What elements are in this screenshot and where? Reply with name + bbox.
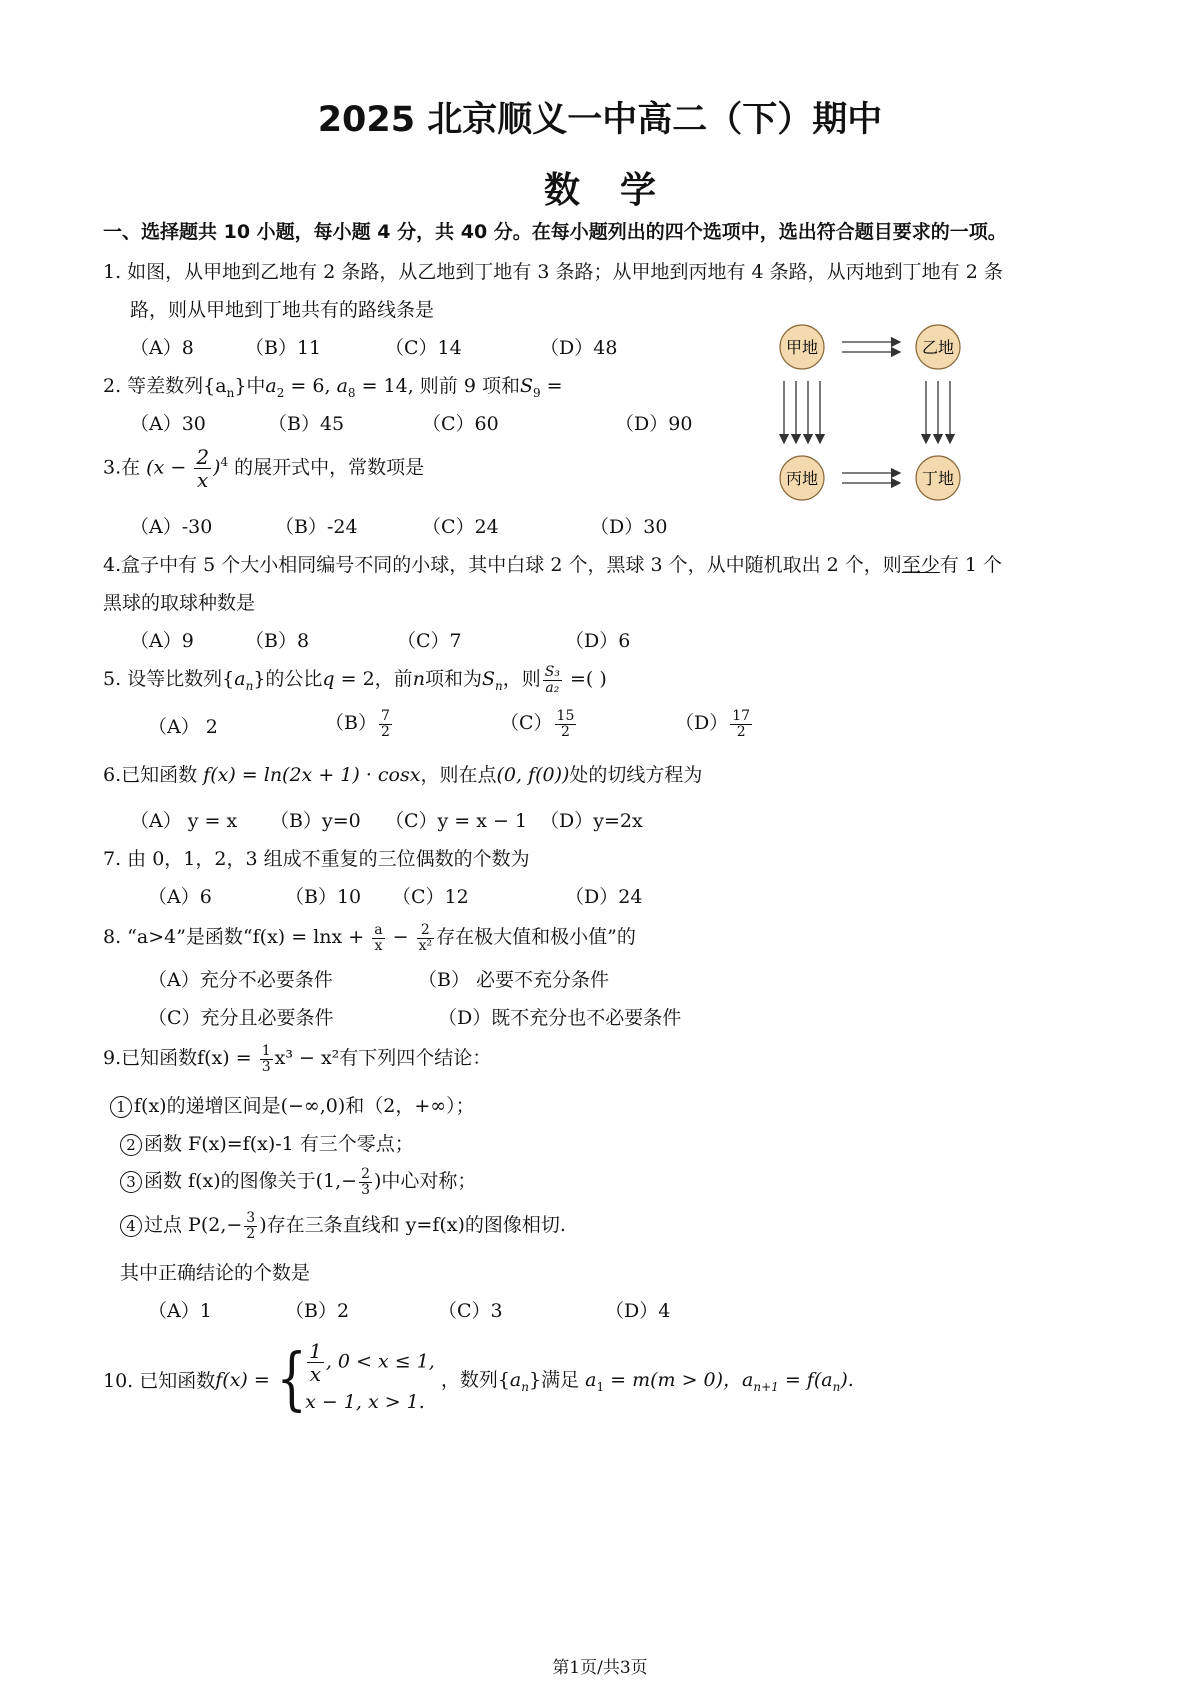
q9-option-d: （D）4 xyxy=(605,1300,671,1322)
q4-line2: 黑球的取球种数是 xyxy=(103,592,256,614)
q5-option-d: （D） $\frac{17}{2}$ xyxy=(675,707,751,740)
q5-option-a: （A） 2 xyxy=(148,716,218,738)
q9-conclusion: 其中正确结论的个数是 xyxy=(120,1262,311,1284)
q4-option-b: （B）8 xyxy=(245,630,310,652)
q9-statement-4: 4 过点 P(2,− $\frac{3}{2}$ )存在三条直线和 y=f(x)的图像相切. xyxy=(120,1210,566,1242)
edges-yi-ding xyxy=(926,381,950,443)
q8-option-d: （D）既不充分也不必要条件 xyxy=(438,1007,682,1029)
q2-option-c: （C）60 xyxy=(422,413,499,435)
q5-stem: 5. 设等比数列$\{a_n\}$的公比q = 2，前n项和为$S_n$，则 $\frac{\text{S₃}}{\text{a₂}}$ =( ) xyxy=(103,663,607,696)
q1-option-b: （B）11 xyxy=(245,337,322,359)
q4-option-c: （C）7 xyxy=(397,630,462,652)
q9-stem: 9.已知函数f(x) = $\frac{1}{3}$ x³ − x²有下列四个结论： xyxy=(103,1042,492,1075)
q9-statement-2: 2 函数 F(x)=f(x)-1 有三个零点； xyxy=(120,1129,414,1156)
q2-option-d: （D）90 xyxy=(615,413,693,435)
q1-line2: 路，则从甲地到丁地共有的路线条是 xyxy=(130,299,435,321)
q5-option-c: （C） $\frac{15}{2}$ xyxy=(500,707,575,740)
q9-statement-1: 1 f(x)的递增区间是(−∞,0)和（2，+∞）； xyxy=(110,1091,475,1118)
q1-option-d: （D）48 xyxy=(540,337,618,359)
q2-option-a: （A）30 xyxy=(130,413,206,435)
node-yi-label: 乙地 xyxy=(921,338,955,357)
node-ding-label: 丁地 xyxy=(921,469,955,488)
q7-option-a: （A）6 xyxy=(148,886,212,908)
subject-title: 数学 xyxy=(543,170,696,211)
edges-jia-bing xyxy=(784,381,820,443)
q4-option-d: （D）6 xyxy=(565,630,631,652)
q7-option-c: （C）12 xyxy=(392,886,469,908)
q5-option-b: （B） $\frac{7}{2}$ xyxy=(325,707,390,740)
q6-option-c: （C）y = x − 1 xyxy=(385,810,528,832)
q1-line1: 1. 如图，从甲地到乙地有 2 条路，从乙地到丁地有 3 条路；从甲地到丙地有 4 条路，从丙地到丁地有 2 条 xyxy=(103,261,1003,283)
q9-option-a: （A）1 xyxy=(148,1300,212,1322)
q9-option-b: （B）2 xyxy=(285,1300,350,1322)
edges-bing-ding xyxy=(842,473,900,483)
q2-stem: 2. 等差数列$\{a_n\}$中$a_2 = 6$, $a_8 = 14$, 则前 9 项和$S_9$ = xyxy=(103,375,563,400)
q3-option-a: （A）-30 xyxy=(130,516,213,538)
q8-option-a: （A）充分不必要条件 xyxy=(148,969,333,991)
page-title: 2025 北京顺义一中高二（下）期中 xyxy=(317,100,883,140)
edges-jia-yi xyxy=(842,342,900,352)
q1-option-a: （A）8 xyxy=(130,337,194,359)
node-yi xyxy=(916,325,960,369)
node-jia xyxy=(780,325,824,369)
q6-stem: 6.已知函数 f(x) = ln(2x + 1) · cosx，则在点(0, f(0))处的切线方程为 xyxy=(103,764,703,786)
route-diagram xyxy=(770,315,1020,515)
q10-stem: 10. 已知函数f(x) ={ $\frac{1}{x}$ , 0 < x ≤ 1, x − 1, x > 1. ，数列$\{a_n\}$满足 $a_1 = m(m > 0)$，$a_{n+1} = f(a_n)$. xyxy=(103,1339,854,1419)
q8-option-c: （C）充分且必要条件 xyxy=(148,1007,334,1029)
q4-option-a: （A）9 xyxy=(130,630,194,652)
page-footer: 第1页/共3页 xyxy=(552,1658,648,1678)
q2-option-b: （B）45 xyxy=(268,413,345,435)
q3-option-c: （C）24 xyxy=(422,516,499,538)
q9-statement-3: 3 函数 f(x)的图像关于(1,− $\frac{2}{3}$ )中心对称； xyxy=(120,1166,476,1198)
q8-option-b: （B） 必要不充分条件 xyxy=(418,969,610,991)
q3-option-b: （B）-24 xyxy=(275,516,358,538)
q7-stem: 7. 由 0，1，2，3 组成不重复的三位偶数的个数为 xyxy=(103,848,530,870)
q6-option-b: （B）y=0 xyxy=(270,810,361,832)
q3-stem: 3.在 (x − $\frac{2}{x}$ )$^4$ 的展开式中，常数项是 xyxy=(103,445,425,492)
node-jia-label: 甲地 xyxy=(785,338,819,357)
node-ding xyxy=(916,456,960,500)
node-bing xyxy=(780,456,824,500)
node-bing-label: 丙地 xyxy=(785,469,819,488)
q6-option-a: （A） y = x xyxy=(130,810,238,832)
q7-option-b: （B）10 xyxy=(285,886,362,908)
q6-option-d: （D）y=2x xyxy=(540,810,643,832)
q1-option-c: （C）14 xyxy=(385,337,462,359)
q9-option-c: （C）3 xyxy=(438,1300,503,1322)
q3-option-d: （D）30 xyxy=(590,516,668,538)
q8-stem: 8. “a>4”是函数“f(x) = lnx + $\frac{a}{x}$ − $\frac{2}{\text{x²}}$ 存在极大值和极小值”的 xyxy=(103,921,636,954)
q7-option-d: （D）24 xyxy=(565,886,643,908)
section-heading: 一、选择题共 10 小题，每小题 4 分，共 40 分。在每小题列出的四个选项中，选出符合题目要求的一项。 xyxy=(103,221,1007,243)
q4-line1: 4.盒子中有 5 个大小相同编号不同的小球，其中白球 2 个，黑球 3 个，从中随机取出 2 个，则至少有 1 个 xyxy=(103,554,1002,576)
